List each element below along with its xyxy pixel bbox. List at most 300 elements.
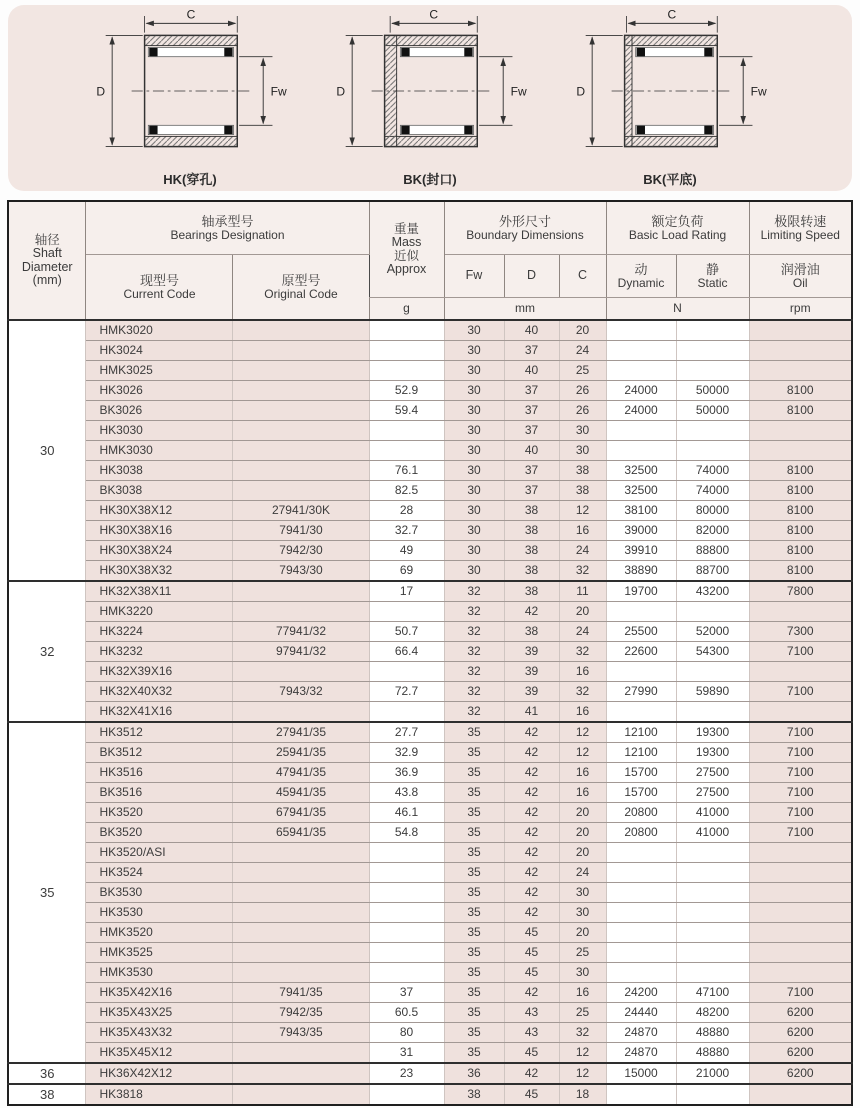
table-row (8, 401, 852, 421)
table-row (8, 863, 852, 883)
cell-fw: 32 (444, 662, 504, 682)
table-row (8, 903, 852, 923)
cell-fw: 30 (444, 401, 504, 421)
cell-d: 37 (504, 421, 559, 441)
cell-c: 20 (559, 843, 606, 863)
table-row (8, 341, 852, 361)
cell-oil-speed: 8100 (749, 381, 852, 401)
cell-fw: 30 (444, 361, 504, 381)
cell-oil-speed: 8100 (749, 521, 852, 541)
cell-dynamic-load (606, 883, 676, 903)
cell-d: 41 (504, 702, 559, 723)
cell-current-code: HMK3220 (86, 602, 233, 622)
cell-d: 38 (504, 581, 559, 602)
cell-d: 39 (504, 662, 559, 682)
cell-d: 37 (504, 461, 559, 481)
cell-static-load (676, 341, 749, 361)
cell-d: 40 (504, 320, 559, 341)
cell-c: 30 (559, 883, 606, 903)
cell-d: 42 (504, 903, 559, 923)
dim-label-d: D (96, 84, 106, 99)
cell-d: 42 (504, 823, 559, 843)
cell-original-code (233, 461, 369, 481)
cell-original-code: 27941/30K (233, 501, 369, 521)
cell-original-code: 45941/35 (233, 783, 369, 803)
table-row (8, 1003, 852, 1023)
table-row (8, 441, 852, 461)
cell-d: 39 (504, 682, 559, 702)
cell-oil-speed: 8100 (749, 501, 852, 521)
cell-c: 18 (559, 1084, 606, 1105)
cell-oil-speed: 8100 (749, 461, 852, 481)
cell-current-code: HK35X45X12 (86, 1043, 233, 1064)
cell-oil-speed: 8100 (749, 561, 852, 582)
diagram-hk-open (89, 7, 291, 188)
cell-oil-speed: 6200 (749, 1003, 852, 1023)
cell-oil-speed (749, 441, 852, 461)
cell-original-code: 97941/32 (233, 642, 369, 662)
cell-oil-speed (749, 421, 852, 441)
header-d: D (504, 255, 559, 298)
header-dynamic: 动 Dynamic (606, 255, 676, 298)
cell-mass: 69 (369, 561, 444, 582)
bearing-cross-section-bk-sealed-icon (329, 7, 531, 175)
cell-static-load (676, 361, 749, 381)
cell-original-code (233, 1084, 369, 1105)
cell-current-code: HK30X38X12 (86, 501, 233, 521)
table-row (8, 702, 852, 723)
shaft-diameter-cell: 30 (8, 320, 86, 581)
cell-oil-speed: 7100 (749, 823, 852, 843)
cell-dynamic-load: 20800 (606, 823, 676, 843)
cell-c: 16 (559, 521, 606, 541)
table-row (8, 803, 852, 823)
cell-current-code: HK30X38X32 (86, 561, 233, 582)
table-row (8, 662, 852, 682)
table-row (8, 743, 852, 763)
cell-mass: 72.7 (369, 682, 444, 702)
cell-oil-speed: 7100 (749, 743, 852, 763)
cell-current-code: HK3530 (86, 903, 233, 923)
cell-static-load: 41000 (676, 823, 749, 843)
table-row (8, 983, 852, 1003)
cell-current-code: HK35X42X16 (86, 983, 233, 1003)
cell-mass: 82.5 (369, 481, 444, 501)
cell-dynamic-load: 24870 (606, 1023, 676, 1043)
cell-mass: 28 (369, 501, 444, 521)
cell-original-code (233, 381, 369, 401)
table-row (8, 381, 852, 401)
cell-static-load (676, 662, 749, 682)
cell-mass: 46.1 (369, 803, 444, 823)
cell-static-load: 74000 (676, 461, 749, 481)
cell-dynamic-load (606, 943, 676, 963)
cell-d: 45 (504, 1043, 559, 1064)
cell-d: 42 (504, 783, 559, 803)
cell-static-load: 88700 (676, 561, 749, 582)
cell-fw: 35 (444, 763, 504, 783)
cell-c: 38 (559, 461, 606, 481)
cell-c: 16 (559, 702, 606, 723)
cell-oil-speed (749, 843, 852, 863)
table-row (8, 1023, 852, 1043)
table-row (8, 963, 852, 983)
cell-mass (369, 963, 444, 983)
cell-fw: 35 (444, 903, 504, 923)
cell-oil-speed: 7100 (749, 783, 852, 803)
cell-fw: 30 (444, 441, 504, 461)
cell-current-code: HK3026 (86, 381, 233, 401)
cell-original-code (233, 903, 369, 923)
cell-fw: 35 (444, 863, 504, 883)
cell-static-load: 48880 (676, 1043, 749, 1064)
cell-c: 16 (559, 983, 606, 1003)
cell-c: 20 (559, 803, 606, 823)
table-row (8, 421, 852, 441)
cell-original-code: 67941/35 (233, 803, 369, 823)
cell-fw: 30 (444, 501, 504, 521)
cell-c: 25 (559, 1003, 606, 1023)
table-row (8, 541, 852, 561)
cell-current-code: HMK3525 (86, 943, 233, 963)
cell-c: 12 (559, 722, 606, 743)
cell-original-code (233, 361, 369, 381)
cell-fw: 30 (444, 381, 504, 401)
cell-dynamic-load: 15700 (606, 783, 676, 803)
cell-static-load: 88800 (676, 541, 749, 561)
cell-current-code: HK3024 (86, 341, 233, 361)
cell-original-code (233, 843, 369, 863)
cell-fw: 30 (444, 461, 504, 481)
cell-dynamic-load (606, 1084, 676, 1105)
cell-original-code: 7943/32 (233, 682, 369, 702)
diagram-bk-flat (569, 7, 771, 188)
cell-original-code: 27941/35 (233, 722, 369, 743)
cell-d: 42 (504, 883, 559, 903)
cell-fw: 32 (444, 702, 504, 723)
table-row (8, 622, 852, 642)
cell-original-code: 25941/35 (233, 743, 369, 763)
cell-d: 37 (504, 481, 559, 501)
cell-dynamic-load (606, 662, 676, 682)
cell-static-load: 74000 (676, 481, 749, 501)
cell-static-load: 48880 (676, 1023, 749, 1043)
header-mass-approx: 重量 Mass 近似 Approx (369, 201, 444, 298)
shaft-diameter-cell: 36 (8, 1063, 86, 1084)
cell-c: 25 (559, 361, 606, 381)
diagram-bk-sealed (329, 7, 531, 188)
dim-label-d: D (576, 84, 586, 99)
cell-c: 30 (559, 903, 606, 923)
cell-dynamic-load: 25500 (606, 622, 676, 642)
cell-fw: 35 (444, 1023, 504, 1043)
cell-c: 16 (559, 662, 606, 682)
cell-original-code: 7942/30 (233, 541, 369, 561)
cell-oil-speed: 7100 (749, 803, 852, 823)
cell-static-load: 59890 (676, 682, 749, 702)
dim-label-c: C (186, 7, 196, 22)
cell-mass: 54.8 (369, 823, 444, 843)
table-row (8, 481, 852, 501)
shaft-diameter-cell: 32 (8, 581, 86, 722)
cell-current-code: HK32X41X16 (86, 702, 233, 723)
cell-d: 42 (504, 722, 559, 743)
cell-dynamic-load (606, 320, 676, 341)
cell-current-code: HK3524 (86, 863, 233, 883)
cell-d: 43 (504, 1023, 559, 1043)
shaft-diameter-cell: 35 (8, 722, 86, 1063)
cell-original-code (233, 441, 369, 461)
cell-fw: 35 (444, 783, 504, 803)
cell-static-load (676, 702, 749, 723)
cell-static-load: 52000 (676, 622, 749, 642)
cell-mass (369, 923, 444, 943)
cell-d: 38 (504, 561, 559, 582)
cell-current-code: HK3520 (86, 803, 233, 823)
cell-original-code: 65941/35 (233, 823, 369, 843)
cell-fw: 30 (444, 320, 504, 341)
cell-d: 40 (504, 441, 559, 461)
cell-oil-speed: 7100 (749, 763, 852, 783)
cell-mass: 23 (369, 1063, 444, 1084)
cell-c: 11 (559, 581, 606, 602)
header-basic-load-rating: 额定负荷 Basic Load Rating (606, 201, 749, 255)
table-header (8, 201, 852, 320)
cell-current-code: HK32X40X32 (86, 682, 233, 702)
cell-original-code (233, 581, 369, 602)
cell-dynamic-load: 27990 (606, 682, 676, 702)
cell-mass: 32.7 (369, 521, 444, 541)
cell-fw: 35 (444, 983, 504, 1003)
cell-dynamic-load: 32500 (606, 461, 676, 481)
header-bearings-designation: 轴承型号 Bearings Designation (86, 201, 369, 255)
cell-original-code: 47941/35 (233, 763, 369, 783)
table-row (8, 943, 852, 963)
cell-mass: 66.4 (369, 642, 444, 662)
cell-dynamic-load (606, 903, 676, 923)
cell-oil-speed (749, 943, 852, 963)
cell-oil-speed: 7100 (749, 642, 852, 662)
table-row (8, 581, 852, 602)
cell-oil-speed: 7300 (749, 622, 852, 642)
cell-static-load: 19300 (676, 722, 749, 743)
cell-mass: 76.1 (369, 461, 444, 481)
cell-fw: 35 (444, 923, 504, 943)
cell-c: 20 (559, 823, 606, 843)
header-current-code: 现型号 Current Code (86, 255, 233, 321)
cell-static-load: 80000 (676, 501, 749, 521)
cell-dynamic-load (606, 341, 676, 361)
cell-oil-speed: 7100 (749, 682, 852, 702)
cell-mass: 43.8 (369, 783, 444, 803)
cell-fw: 35 (444, 843, 504, 863)
cell-dynamic-load: 15000 (606, 1063, 676, 1084)
cell-original-code (233, 1063, 369, 1084)
cell-dynamic-load: 24000 (606, 381, 676, 401)
cell-dynamic-load (606, 863, 676, 883)
cell-dynamic-load: 24200 (606, 983, 676, 1003)
cell-c: 32 (559, 642, 606, 662)
cell-dynamic-load (606, 361, 676, 381)
cell-current-code: HK3232 (86, 642, 233, 662)
cell-dynamic-load: 12100 (606, 743, 676, 763)
table-row (8, 361, 852, 381)
table-row (8, 521, 852, 541)
cell-d: 38 (504, 541, 559, 561)
cell-fw: 32 (444, 642, 504, 662)
cell-dynamic-load: 22600 (606, 642, 676, 662)
cell-dynamic-load: 19700 (606, 581, 676, 602)
cell-fw: 35 (444, 883, 504, 903)
cell-fw: 30 (444, 481, 504, 501)
cell-static-load (676, 421, 749, 441)
cell-mass (369, 421, 444, 441)
cell-d: 38 (504, 501, 559, 521)
dim-label-fw: Fw (270, 84, 287, 99)
bearing-cross-section-bk-flat-icon (569, 7, 771, 175)
cell-d: 37 (504, 381, 559, 401)
header-shaft-diameter: 轴径 Shaft Diameter (mm) (8, 201, 86, 320)
cell-oil-speed: 6200 (749, 1063, 852, 1084)
cell-mass (369, 843, 444, 863)
cell-oil-speed (749, 662, 852, 682)
header-boundary-dimensions: 外形尺寸 Boundary Dimensions (444, 201, 606, 255)
cell-fw: 30 (444, 421, 504, 441)
table-row (8, 1084, 852, 1105)
cell-d: 42 (504, 763, 559, 783)
cell-dynamic-load: 24440 (606, 1003, 676, 1023)
cell-original-code (233, 963, 369, 983)
cell-oil-speed: 7800 (749, 581, 852, 602)
cell-current-code: HK3224 (86, 622, 233, 642)
cell-c: 24 (559, 622, 606, 642)
cell-mass (369, 943, 444, 963)
cell-static-load: 27500 (676, 783, 749, 803)
cell-d: 37 (504, 401, 559, 421)
cell-static-load: 43200 (676, 581, 749, 602)
cell-c: 12 (559, 501, 606, 521)
cell-oil-speed (749, 702, 852, 723)
cell-d: 42 (504, 843, 559, 863)
cell-static-load: 21000 (676, 1063, 749, 1084)
cell-mass (369, 883, 444, 903)
cell-fw: 32 (444, 581, 504, 602)
cell-static-load (676, 903, 749, 923)
cell-fw: 32 (444, 622, 504, 642)
cell-original-code: 77941/32 (233, 622, 369, 642)
cell-oil-speed: 8100 (749, 541, 852, 561)
cell-mass (369, 602, 444, 622)
cell-mass (369, 320, 444, 341)
table-row (8, 843, 852, 863)
cell-mass: 32.9 (369, 743, 444, 763)
cell-dynamic-load (606, 923, 676, 943)
cell-static-load: 41000 (676, 803, 749, 823)
cell-mass (369, 341, 444, 361)
cell-oil-speed: 7100 (749, 722, 852, 743)
cell-fw: 30 (444, 561, 504, 582)
cell-current-code: BK3038 (86, 481, 233, 501)
cell-mass (369, 441, 444, 461)
cell-mass: 49 (369, 541, 444, 561)
cell-fw: 32 (444, 682, 504, 702)
cell-dynamic-load (606, 702, 676, 723)
cell-c: 30 (559, 441, 606, 461)
cell-current-code: HK32X38X11 (86, 581, 233, 602)
cell-oil-speed: 8100 (749, 401, 852, 421)
cell-dynamic-load: 38890 (606, 561, 676, 582)
cell-current-code: HMK3530 (86, 963, 233, 983)
cell-original-code: 7943/30 (233, 561, 369, 582)
cell-c: 16 (559, 763, 606, 783)
cell-dynamic-load: 24870 (606, 1043, 676, 1064)
cell-current-code: HK3030 (86, 421, 233, 441)
cell-oil-speed (749, 903, 852, 923)
cell-dynamic-load: 24000 (606, 401, 676, 421)
cell-current-code: HK3520/ASI (86, 843, 233, 863)
cell-fw: 38 (444, 1084, 504, 1105)
table-row (8, 883, 852, 903)
cell-original-code (233, 883, 369, 903)
cell-d: 39 (504, 642, 559, 662)
header-static: 静 Static (676, 255, 749, 298)
diagram-caption-hk: HK(穿孔) (163, 172, 217, 187)
cell-mass (369, 361, 444, 381)
cell-original-code (233, 421, 369, 441)
cell-static-load: 82000 (676, 521, 749, 541)
cell-current-code: BK3026 (86, 401, 233, 421)
cell-dynamic-load: 20800 (606, 803, 676, 823)
cell-original-code (233, 943, 369, 963)
cell-c: 25 (559, 943, 606, 963)
cell-oil-speed: 6200 (749, 1023, 852, 1043)
cell-static-load (676, 1084, 749, 1105)
cell-static-load: 54300 (676, 642, 749, 662)
cell-current-code: HMK3520 (86, 923, 233, 943)
cell-original-code (233, 401, 369, 421)
cell-static-load (676, 923, 749, 943)
cell-oil-speed (749, 341, 852, 361)
cell-mass (369, 863, 444, 883)
table-row (8, 1043, 852, 1064)
cell-d: 37 (504, 341, 559, 361)
table-row (8, 823, 852, 843)
cell-d: 45 (504, 943, 559, 963)
dim-label-fw: Fw (510, 84, 527, 99)
cell-mass: 36.9 (369, 763, 444, 783)
cell-fw: 35 (444, 803, 504, 823)
cell-d: 42 (504, 803, 559, 823)
shaft-diameter-cell: 38 (8, 1084, 86, 1105)
header-c: C (559, 255, 606, 298)
cell-oil-speed (749, 883, 852, 903)
cell-mass: 37 (369, 983, 444, 1003)
cell-current-code: HK3516 (86, 763, 233, 783)
cell-oil-speed (749, 863, 852, 883)
header-oil: 润滑油 Oil (749, 255, 852, 298)
cell-fw: 35 (444, 743, 504, 763)
cell-fw: 30 (444, 341, 504, 361)
cell-static-load (676, 602, 749, 622)
cell-static-load: 27500 (676, 763, 749, 783)
cell-current-code: HK30X38X16 (86, 521, 233, 541)
header-original-code: 原型号 Original Code (233, 255, 369, 321)
cell-current-code: HK35X43X32 (86, 1023, 233, 1043)
cell-static-load: 50000 (676, 401, 749, 421)
cell-dynamic-load: 32500 (606, 481, 676, 501)
cell-oil-speed: 6200 (749, 1043, 852, 1064)
table-body (8, 320, 852, 1105)
